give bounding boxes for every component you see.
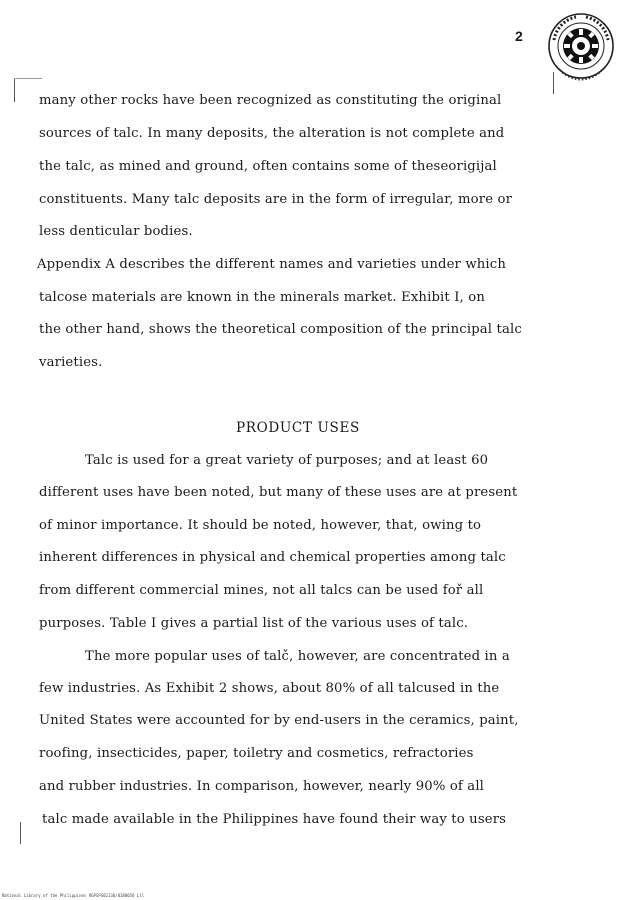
text-line: many other rocks have been recognized as constituting the original [39,93,502,108]
text-line: less denticular bodies. [39,224,193,239]
text-line: roofing, insecticides, paper, toiletry and cosmetics, refractories [39,746,474,761]
text-line: different uses have been noted, but many of these uses are at present [39,485,518,500]
text-line: inherent differences in physical and chemical properties among talc [39,550,506,565]
text-line: from different commercial mines, not all talcs can be used foř all [39,583,484,598]
margin-mark [20,822,21,844]
text-line: United States were accounted for by end-users in the ceramics, paint, [39,713,519,728]
scan-footer: National Library of the Philippines RGPSPS02130/0188056 Lll [2,893,145,898]
margin-mark [553,72,554,94]
text-line: talcose materials are known in the minerals market. Exhibit I, on [39,290,485,305]
text-line: Appendix A describes the different names and varieties under which [37,257,506,272]
text-line: talc made available in the Philippines have found their way to users [42,812,507,827]
section-heading: PRODUCT USES [236,420,360,436]
text-line: constituents. Many talc deposits are in the form of irregular, more or [39,192,513,207]
text-line: the talc, as mined and ground, often contains some of theseorigijal [39,159,497,174]
text-line: Talc is used for a great variety of purposes; and at least 60 [85,453,489,468]
margin-mark [14,78,42,79]
text-line: The more popular uses of talč, however, are concentrated in a [85,649,510,664]
text-line: of minor importance. It should be noted, however, that, owing to [39,518,482,533]
text-line: few industries. As Exhibit 2 shows, about 80% of all talcused in the [39,681,500,696]
institutional-seal-icon [546,10,616,86]
text-line: purposes. Table I gives a partial list of the various uses of talc. [39,616,469,631]
text-line: sources of talc. In many deposits, the alteration is not complete and [39,126,505,141]
margin-mark [14,78,15,102]
text-line: and rubber industries. In comparison, however, nearly 90% of all [39,779,485,794]
text-line: varieties. [39,355,103,370]
page-number: 2 [515,28,523,44]
text-line: the other hand, shows the theoretical composition of the principal talc [39,322,522,337]
